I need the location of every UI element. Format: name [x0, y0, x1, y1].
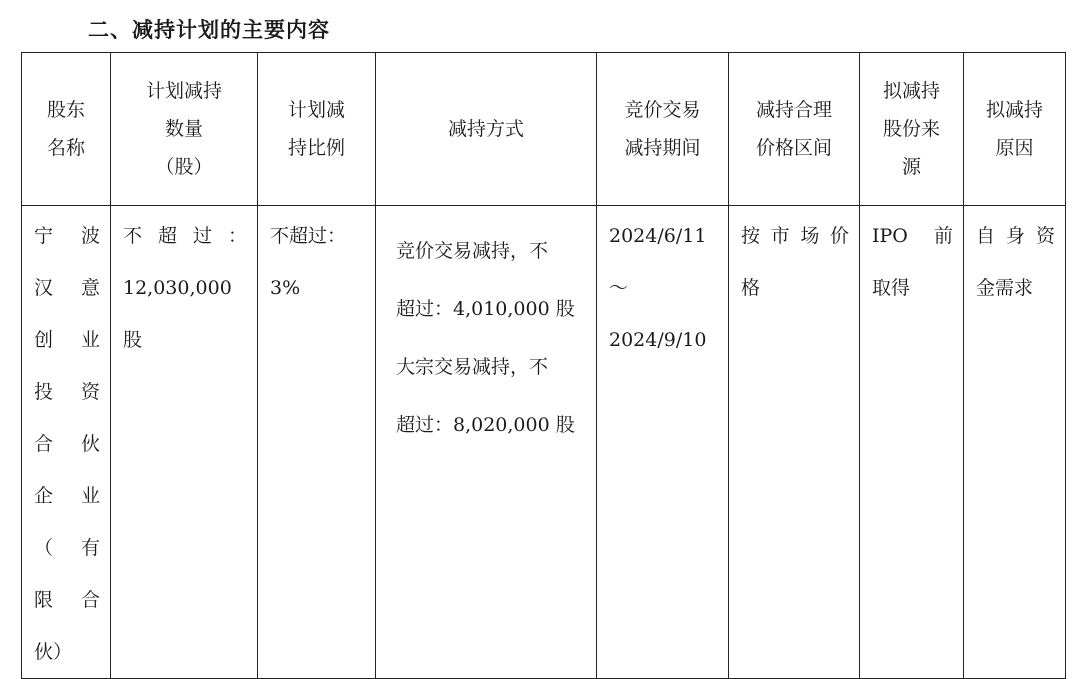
header-bidding-period: 竞价交易 减持期间 [597, 53, 729, 206]
header-share-source: 拟减持 股份来 源 [860, 53, 964, 206]
cell-quantity: 不 超 过 ： 12,030,000 股 [111, 206, 258, 679]
header-reason: 拟减持 原因 [964, 53, 1066, 206]
cell-price-range: 按 市 场 价 格 [729, 206, 860, 679]
header-shareholder-name: 股东 名称 [22, 53, 111, 206]
header-planned-quantity: 计划减持 数量 （股） [111, 53, 258, 206]
cell-reason: 自 身 资 金需求 [964, 206, 1066, 679]
header-reduction-method: 减持方式 [376, 53, 597, 206]
reduction-plan-table [21, 52, 1066, 679]
cell-ratio: 不超过： 3% [258, 206, 376, 679]
header-planned-ratio: 计划减 持比例 [258, 53, 376, 206]
table-header-row [22, 53, 1066, 206]
cell-period: 2024/6/11 ～ 2024/9/10 [597, 206, 729, 679]
cell-method: 竞价交易减持，不 超过：4,010,000 股 大宗交易减持，不 超过：8,020,000 股 [376, 206, 597, 679]
section-title: 二、减持计划的主要内容 [88, 18, 330, 42]
header-price-range: 减持合理 价格区间 [729, 53, 860, 206]
cell-share-source: IPO 前 取得 [860, 206, 964, 679]
cell-shareholder: 宁 波 汉 意 创 业 投 资 合 伙 企 业 （ 有 限 合 伙） [22, 206, 111, 679]
table-row [22, 206, 1066, 679]
